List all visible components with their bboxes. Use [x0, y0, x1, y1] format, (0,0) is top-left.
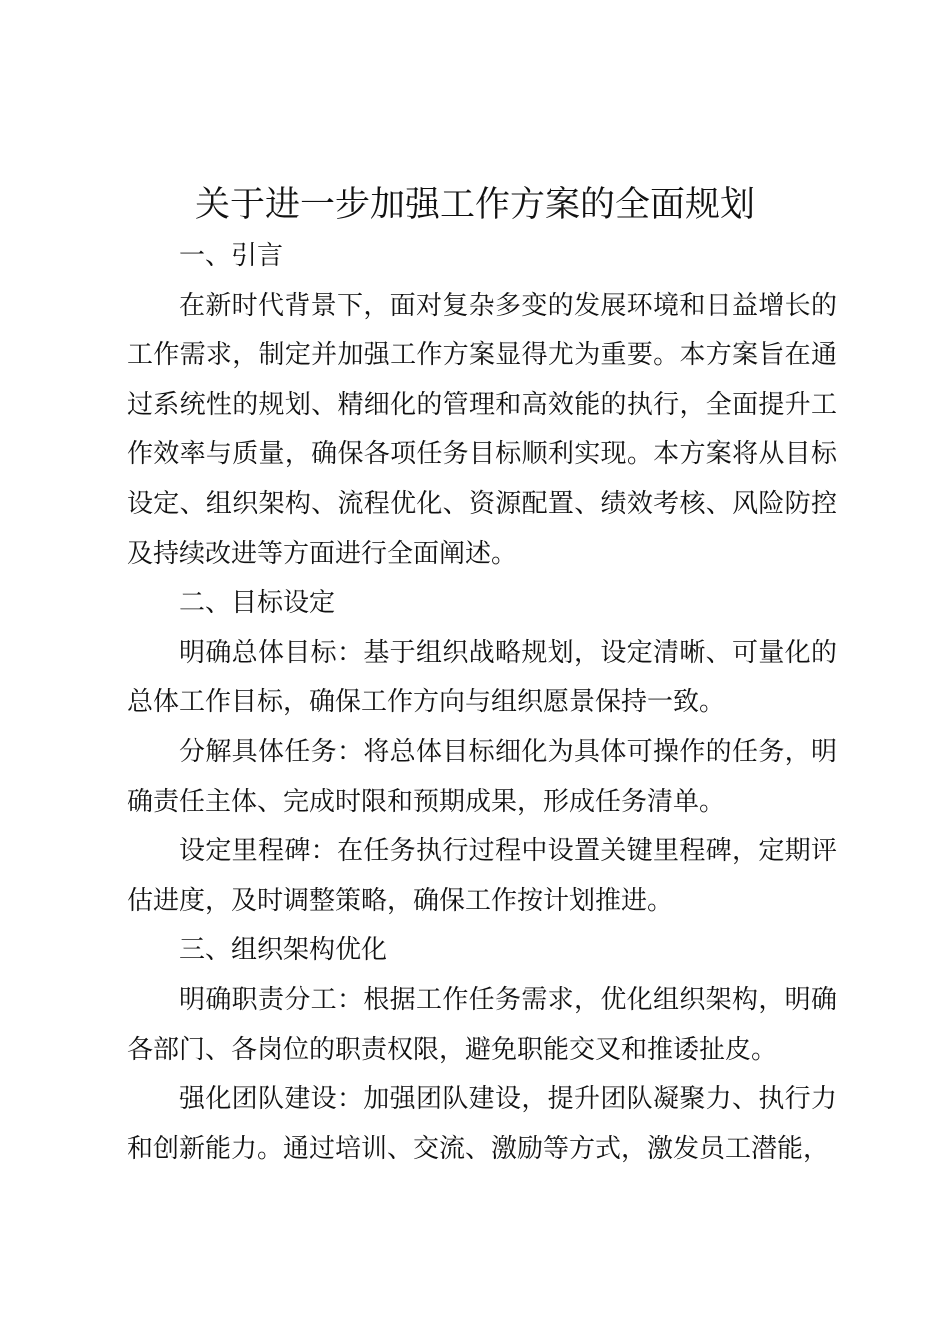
paragraph-milestones: 设定里程碑：在任务执行过程中设置关键里程碑，定期评估进度，及时调整策略，确保工作按计划推进。	[127, 836, 837, 916]
document-title: 关于进一步加强工作方案的全面规划	[194, 185, 755, 225]
paragraph-team-building: 强化团队建设：加强团队建设，提升团队凝聚力、执行力和创新能力。通过培训、交流、激励等方式，激发员工潜能，	[127, 1084, 837, 1164]
paragraph-responsibilities: 明确职责分工：根据工作任务需求，优化组织架构，明确各部门、各岗位的职责权限，避免职能交叉和推诿扯皮。	[127, 984, 837, 1065]
section-heading-goal-setting: 二、目标设定	[179, 588, 336, 619]
paragraph-task-breakdown: 分解具体任务：将总体目标细化为具体可操作的任务，明确责任主体、完成时限和预期成果，形成任务清单。	[127, 736, 837, 817]
paragraph-overall-goal: 明确总体目标：基于组织战略规划，设定清晰、可量化的总体工作目标，确保工作方向与组织愿景保持一致。	[127, 637, 837, 718]
document-body	[127, 232, 837, 1174]
paragraph-introduction: 在新时代背景下，面对复杂多变的发展环境和日益增长的工作需求，制定并加强工作方案显得尤为重要。本方案旨在通过系统性的规划、精细化的管理和高效能的执行，全面提升工作效率与质量，确保各项任务目标顺利实现。本方案将从目标设定、组织架构、流程优化、资源配置、绩效考核、风险防控及持续改进等方面进行全面阐述。	[127, 290, 837, 569]
section-heading-introduction: 一、引言	[179, 241, 284, 271]
section-heading-organization: 三、组织架构优化	[179, 935, 388, 966]
